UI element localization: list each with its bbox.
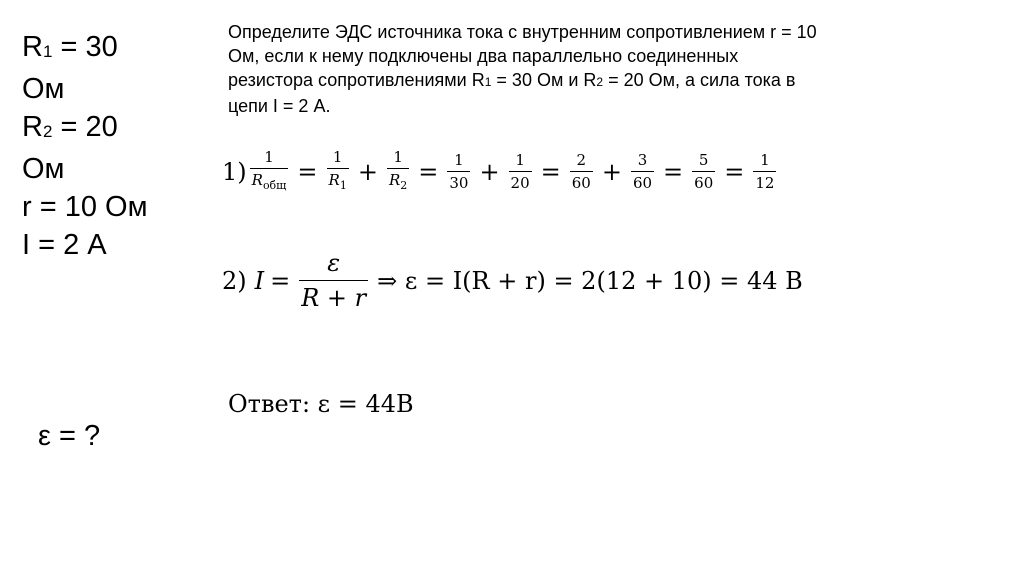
given-i: I = 2 А — [22, 229, 107, 261]
given-r2: $R_2 = 20$ — [22, 111, 118, 143]
given-r1-unit: Ом — [22, 73, 65, 105]
equation-2-result: ⇒ ε = I(R + r) = 2(12 + 10) = 44 В — [377, 266, 803, 295]
given-block — [22, 28, 148, 264]
problem-line-4: цепи I = 2 А. — [228, 96, 331, 116]
fraction-1-over-20: $\frac{1}{20}$ — [510, 151, 530, 192]
given-r: r = 10 Ом — [22, 191, 148, 223]
given-r1: $R_1 = 30$ — [22, 31, 118, 63]
answer: Ответ: ε = 44В — [228, 390, 414, 418]
fraction-1-over-12: $\frac{1}{12}$ — [755, 151, 775, 192]
fraction-1-over-30: $\frac{1}{30}$ — [449, 151, 469, 192]
problem-line-2: Ом, если к нему подключены два параллельно соединенных — [228, 46, 739, 66]
fraction-emf-over-resistance: $\frac{\varepsilon}{R + r}$ — [301, 249, 367, 312]
equation-2-number: 2) — [222, 266, 247, 295]
fraction-1-over-r2: $\frac{1}{R_2}$ — [387, 148, 409, 195]
given-r2-unit: Ом — [22, 153, 65, 185]
fraction-3-over-60: $\frac{3}{60}$ — [632, 151, 653, 192]
equation-2: 2) I = $\frac{\varepsilon}{R + r}$ ⇒ ε = I(R + r) = 2(12 + 10) = 44 В — [222, 249, 803, 312]
fraction-1-over-r1: $\frac{1}{R_1}$ — [327, 148, 349, 195]
equation-1-number: 1) — [222, 157, 247, 186]
fraction-5-over-60: $\frac{5}{60}$ — [694, 151, 714, 192]
problem-line-1: Определите ЭДС источника тока с внутренним сопротивлением r = 10 — [228, 22, 817, 42]
fraction-2-over-60: $\frac{2}{60}$ — [571, 151, 591, 192]
problem-text — [228, 20, 948, 118]
equation-2-lhs: I — [254, 266, 265, 295]
problem-line-3: резистора сопротивлениями R1 = 30 Ом и R2 = 20 Ом, а сила тока в — [228, 70, 796, 90]
equation-1: 1) $\frac{1}{R_{общ}}$ = $\frac{1}{R_1}$ + $\frac{1}{R_2}$ = $\frac{1}{30}$ + $\frac{1}{20}$ = $\frac{2}{60}$ + $\frac{3}{60}$ = $\frac{5}{60}$ = $\frac{1}{12}$ — [222, 148, 779, 195]
fraction-1-over-r-total: $\frac{1}{R_{общ}}$ — [250, 148, 289, 195]
find-value: ε = ? — [38, 420, 101, 452]
